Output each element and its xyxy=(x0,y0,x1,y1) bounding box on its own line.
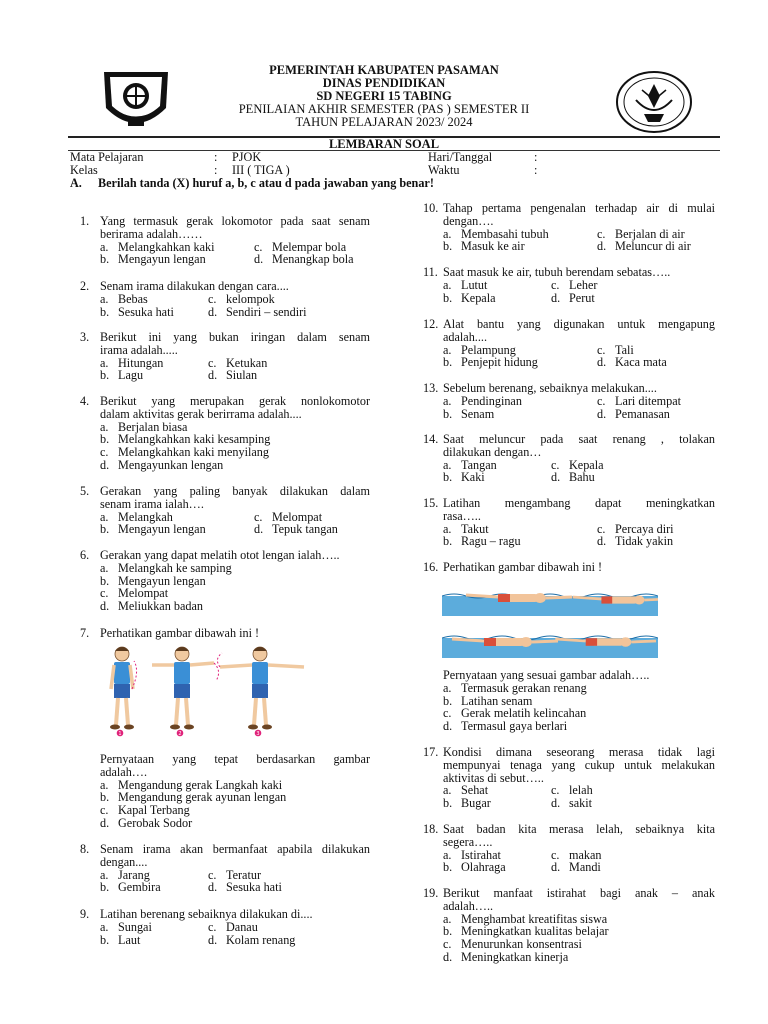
option-letter: c. xyxy=(551,457,560,472)
option-letter: b. xyxy=(443,470,453,485)
option-letter: b. xyxy=(100,368,110,383)
option-letter: b. xyxy=(100,790,110,805)
option-text: Mengandung gerak ayunan lengan xyxy=(118,790,287,805)
subject-label: Mata Pelajaran xyxy=(70,150,144,164)
swimmer-legs xyxy=(452,639,484,641)
option-letter: a. xyxy=(443,457,452,472)
option-text: Gerak melatih kelincahan xyxy=(461,706,587,721)
letterhead-government: PEMERINTAH KABUPATEN PASAMAN xyxy=(269,63,499,77)
option-text: Gembira xyxy=(118,880,161,895)
child-leg xyxy=(254,698,256,725)
child-shorts xyxy=(114,684,130,698)
option-text: Pelampung xyxy=(461,342,516,357)
option-text: Termasul gaya berlari xyxy=(461,719,568,734)
option-text: Melangkahkan kaki xyxy=(118,239,215,254)
option-letter: c. xyxy=(597,393,606,408)
option-letter: a. xyxy=(100,867,109,882)
option-text: Mengayunkan lengan xyxy=(118,458,224,472)
question-followup-text: adalah…. xyxy=(100,764,148,779)
option-text: Tidak yakin xyxy=(615,534,674,549)
option-letter: d. xyxy=(208,368,218,383)
swimmer-suit xyxy=(601,596,612,603)
exam-meta xyxy=(70,151,720,177)
swimmer-suit xyxy=(586,638,597,646)
option-text: Siulan xyxy=(226,368,258,383)
option-letter: a. xyxy=(443,342,452,357)
option-text: lelah xyxy=(569,783,593,798)
option-text: Laut xyxy=(118,932,141,947)
question-number: 16. xyxy=(423,560,439,574)
option-text: Sendiri – sendiri xyxy=(226,304,307,319)
option-letter: a. xyxy=(443,521,452,536)
option-letter: b. xyxy=(443,355,453,370)
child-hair xyxy=(253,647,267,651)
option-text: sakit xyxy=(569,796,593,811)
question-number: 11. xyxy=(423,265,438,279)
child-shirt xyxy=(174,662,190,684)
option-letter: b. xyxy=(443,924,453,939)
instruction-text: Berilah tanda (X) huruf a, b, c atau d pada jawaban yang benar! xyxy=(98,176,434,190)
option-letter: c. xyxy=(208,919,217,934)
question-number: 8. xyxy=(80,842,90,856)
question-text: Saat masuk ke air, tubuh berendam sebatas….. xyxy=(443,265,671,279)
option-text: Bugar xyxy=(461,796,491,811)
option-text: Termasuk gerakan renang xyxy=(461,680,587,695)
option-letter: d. xyxy=(443,950,453,964)
option-text: Senam xyxy=(461,406,495,421)
step-number: 1 xyxy=(118,731,122,737)
child-arm xyxy=(190,663,214,665)
child-shoe xyxy=(170,725,180,730)
option-letter: b. xyxy=(100,522,110,537)
option-text: Tepuk tangan xyxy=(272,522,338,537)
question-text: dengan…. xyxy=(443,213,494,228)
question-text: senam irama ialah…. xyxy=(100,496,204,511)
option-letter: d. xyxy=(100,458,110,472)
option-text: Danau xyxy=(226,919,258,934)
option-text: Latihan senam xyxy=(461,693,533,708)
swimmer-arms xyxy=(532,641,558,642)
swimmer-arms xyxy=(645,599,658,600)
option-text: Meliukkan badan xyxy=(118,599,203,614)
option-letter: d. xyxy=(100,816,110,830)
option-letter: c. xyxy=(551,783,560,798)
option-text: Menangkap bola xyxy=(272,252,354,267)
option-text: Sehat xyxy=(461,783,489,798)
option-letter: c. xyxy=(551,847,560,862)
child-arm xyxy=(220,665,252,667)
question-text: dilakukan dengan… xyxy=(443,444,542,459)
question-text: Gerakan yang dapat melatih otot lengan ialah….. xyxy=(100,548,340,562)
option-letter: b. xyxy=(100,932,110,947)
child-leg xyxy=(264,698,266,725)
option-text: Mengayun lengan xyxy=(118,522,206,537)
child-arm xyxy=(111,665,114,689)
child-shirt xyxy=(114,662,130,684)
question-text: Perhatikan gambar dibawah ini ! xyxy=(443,560,603,574)
option-text: Lagu xyxy=(118,368,144,383)
question-text: mempunyai tenaga yang cukup untuk melakukan xyxy=(443,757,715,772)
option-text: Ragu – ragu xyxy=(461,534,521,549)
letterhead xyxy=(0,64,768,129)
option-text: kelompok xyxy=(226,291,275,306)
option-letter: c. xyxy=(443,706,452,721)
letterhead-year: TAHUN PELAJARAN 2023/ 2024 xyxy=(295,115,473,129)
question-text: Berikut yang merupakan gerak nonlokomotor xyxy=(100,394,370,408)
option-letter: a. xyxy=(100,239,109,254)
section-label: A. xyxy=(70,176,82,190)
option-letter: a. xyxy=(100,355,109,370)
option-letter: d. xyxy=(254,522,264,537)
question-text: Perhatikan gambar dibawah ini ! xyxy=(100,626,260,640)
subject-value: PJOK xyxy=(232,150,262,164)
question-number: 12. xyxy=(423,317,439,331)
child-leg xyxy=(116,698,118,725)
option-text: Lutut xyxy=(461,277,488,292)
swimmer-arms xyxy=(631,641,656,642)
option-letter: c. xyxy=(597,226,606,241)
option-text: Takut xyxy=(461,521,489,536)
question-text: Latihan berenang sebaiknya dilakukan di.... xyxy=(100,907,313,921)
option-letter: c. xyxy=(551,277,560,292)
option-letter: d. xyxy=(597,534,607,549)
swimmer-suit xyxy=(498,594,510,602)
option-letter: a. xyxy=(100,919,109,934)
option-text: Leher xyxy=(569,277,598,292)
option-text: Bahu xyxy=(569,470,595,485)
option-letter: c. xyxy=(100,803,109,818)
option-letter: a. xyxy=(100,777,109,792)
question-text: Berikut ini yang bukan iringan dalam senam xyxy=(100,330,370,344)
option-letter: b. xyxy=(100,880,110,895)
question-followup-text: Pernyataan yang tepat berdasarkan gambar xyxy=(100,752,370,766)
child-shoe xyxy=(110,725,120,730)
option-text: Olahraga xyxy=(461,860,506,875)
swing-arc xyxy=(214,663,219,681)
option-letter: c. xyxy=(597,342,606,357)
child-arm xyxy=(130,665,133,689)
option-text: Kepala xyxy=(461,290,496,305)
option-text: Tali xyxy=(615,342,634,357)
option-letter: b. xyxy=(100,432,110,447)
option-text: Berjalan di air xyxy=(615,226,685,241)
question-number: 10. xyxy=(423,201,439,215)
question-number: 1. xyxy=(80,214,90,228)
option-text: Hitungan xyxy=(118,355,164,370)
class-value: III ( TIGA ) xyxy=(232,163,290,177)
option-letter: b. xyxy=(100,573,110,588)
child-shorts xyxy=(174,684,190,698)
option-text: Melangkahkan kaki kesamping xyxy=(118,432,271,447)
colon: : xyxy=(214,150,218,164)
question-number: 9. xyxy=(80,907,90,921)
option-text: Istirahat xyxy=(461,847,501,862)
option-text: Jarang xyxy=(118,867,150,882)
question-followup-text: Pernyataan yang sesuai gambar adalah….. xyxy=(443,668,650,682)
option-letter: d. xyxy=(254,252,264,267)
option-text: Pemanasan xyxy=(615,406,670,421)
option-letter: d. xyxy=(551,796,561,811)
option-text: Melompat xyxy=(272,509,323,524)
section-instruction xyxy=(70,177,434,190)
option-text: Sesuka hati xyxy=(226,880,282,895)
option-text: Ketukan xyxy=(226,355,268,370)
option-text: Gerobak Sodor xyxy=(118,816,193,830)
option-letter: d. xyxy=(551,470,561,485)
question-number: 5. xyxy=(80,484,90,498)
step-number: 2 xyxy=(178,731,182,737)
swimmer-legs xyxy=(555,639,585,641)
letterhead-school: SD NEGERI 15 TABING xyxy=(316,89,452,103)
option-text: Kapal Terbang xyxy=(118,803,190,818)
question-text: Tahap pertama pengenalan terhadap air di mulai xyxy=(443,201,715,215)
question-text: Senam irama dilakukan dengan cara.... xyxy=(100,279,289,293)
child-leg xyxy=(126,698,128,725)
question-text: irama adalah..... xyxy=(100,342,178,357)
option-text: Kaki xyxy=(461,470,485,485)
question-number: 17. xyxy=(423,745,439,759)
option-letter: b. xyxy=(443,239,453,254)
option-text: Kaca mata xyxy=(615,355,667,370)
option-letter: b. xyxy=(443,534,453,549)
option-letter: d. xyxy=(208,932,218,947)
option-letter: c. xyxy=(100,586,109,601)
option-text: makan xyxy=(569,847,602,862)
option-text: Melompat xyxy=(118,586,169,601)
option-letter: b. xyxy=(443,860,453,875)
question-text: Sebelum berenang, sebaiknya melakukan.... xyxy=(443,381,657,395)
option-text: Mandi xyxy=(569,860,601,875)
question-text: dengan.... xyxy=(100,854,148,869)
time-label: Waktu xyxy=(428,163,460,177)
option-text: Bebas xyxy=(118,291,148,306)
option-text: Kepala xyxy=(569,457,604,472)
question-text: berirama adalah…… xyxy=(100,226,203,241)
option-text: Pendinginan xyxy=(461,393,522,408)
option-text: Tangan xyxy=(461,457,497,472)
option-letter: d. xyxy=(597,239,607,254)
option-text: Membasahi tubuh xyxy=(461,226,549,241)
option-letter: d. xyxy=(597,355,607,370)
class-label: Kelas xyxy=(70,163,98,177)
option-letter: d. xyxy=(597,406,607,421)
option-letter: a. xyxy=(443,847,452,862)
swimmer-legs xyxy=(466,595,498,597)
question-text: Gerakan yang paling banyak dilakukan dalam xyxy=(100,484,370,498)
swimming-glide-figure xyxy=(442,578,658,668)
question-number: 15. xyxy=(423,496,439,510)
question-text: dalam aktivitas gerak berirrama adalah.... xyxy=(100,406,302,421)
option-text: Meluncur di air xyxy=(615,239,691,254)
option-letter: b. xyxy=(443,693,453,708)
option-letter: b. xyxy=(443,406,453,421)
option-text: Melangkah ke samping xyxy=(118,560,232,575)
step-number: 3 xyxy=(256,731,260,737)
option-text: Sesuka hati xyxy=(118,304,174,319)
question-number: 4. xyxy=(80,394,90,408)
question-number: 6. xyxy=(80,548,90,562)
option-letter: d. xyxy=(100,599,110,614)
option-letter: b. xyxy=(100,304,110,319)
question-text: Yang termasuk gerak lokomotor pada saat senam xyxy=(100,214,370,228)
question-text: aktivitas di sebut….. xyxy=(443,770,544,785)
question-number: 14. xyxy=(423,432,439,446)
option-letter: a. xyxy=(100,291,109,306)
child-shoe xyxy=(262,725,272,730)
option-letter: c. xyxy=(100,445,109,460)
colon: : xyxy=(534,163,538,177)
question-text: Kondisi dimana seseorang merasa tidak lagi xyxy=(443,745,715,759)
question-text: Berikut manfaat istirahat bagi anak – anak xyxy=(443,886,715,900)
option-text: Berjalan biasa xyxy=(118,419,188,434)
question-number: 2. xyxy=(80,279,90,293)
option-text: Masuk ke air xyxy=(461,239,525,254)
option-letter: a. xyxy=(443,911,452,926)
child-shirt xyxy=(252,662,268,684)
swimmer-suit xyxy=(484,638,496,646)
option-letter: a. xyxy=(443,277,452,292)
child-shorts xyxy=(252,684,268,698)
question-number: 13. xyxy=(423,381,439,395)
option-letter: d. xyxy=(208,880,218,895)
option-text: Mengandung gerak Langkah kaki xyxy=(118,777,283,792)
option-text: Penjepit hidung xyxy=(461,355,538,370)
option-text: Mengayun lengan xyxy=(118,573,206,588)
option-letter: a. xyxy=(100,560,109,575)
option-letter: b. xyxy=(100,252,110,267)
option-letter: b. xyxy=(443,290,453,305)
option-letter: a. xyxy=(443,226,452,241)
option-letter: a. xyxy=(443,680,452,695)
child-hair xyxy=(115,647,129,651)
date-label: Hari/Tanggal xyxy=(428,150,493,164)
swimmer-arms xyxy=(546,597,572,598)
question-text: rasa….. xyxy=(443,508,481,523)
question-text: adalah….. xyxy=(443,898,494,913)
option-text: Menghambat kreatifitas siswa xyxy=(461,911,608,926)
question-number: 3. xyxy=(80,330,90,344)
swing-arc xyxy=(217,653,222,667)
option-text: Sungai xyxy=(118,919,152,934)
option-letter: b. xyxy=(443,796,453,811)
letterhead-department: DINAS PENDIDIKAN xyxy=(322,76,446,90)
option-text: Mengayun lengan xyxy=(118,252,206,267)
option-text: Melangkahkan kaki menyilang xyxy=(118,445,269,460)
option-letter: c. xyxy=(254,239,263,254)
question-number: 19. xyxy=(423,886,439,900)
option-letter: a. xyxy=(100,509,109,524)
question-text: Senam irama akan bermanfaat apabila dilakukan xyxy=(100,842,370,856)
option-text: Perut xyxy=(569,290,595,305)
option-text: Melempar bola xyxy=(272,239,347,254)
arm-swing-figure xyxy=(100,641,310,739)
question-text: Saat meluncur pada saat renang , tolakan xyxy=(443,432,715,446)
option-text: Meningkatkan kualitas belajar xyxy=(461,924,609,939)
option-text: Melangkah xyxy=(118,509,173,524)
option-letter: c. xyxy=(443,937,452,952)
question-text: Alat bantu yang digunakan untuk mengapung xyxy=(443,317,715,331)
option-text: Teratur xyxy=(226,867,262,882)
question-text: segera….. xyxy=(443,834,493,849)
option-text: Percaya diri xyxy=(615,521,674,536)
option-letter: c. xyxy=(208,867,217,882)
option-text: Lari ditempat xyxy=(615,393,681,408)
child-leg xyxy=(176,698,178,725)
option-letter: a. xyxy=(100,419,109,434)
option-letter: c. xyxy=(208,355,217,370)
option-text: Kolam renang xyxy=(226,932,296,947)
child-shoe xyxy=(184,725,194,730)
question-text: adalah.... xyxy=(443,329,487,344)
child-shoe xyxy=(248,725,258,730)
option-letter: c. xyxy=(254,509,263,524)
colon: : xyxy=(534,150,538,164)
option-text: Meningkatkan kinerja xyxy=(461,950,569,964)
option-letter: a. xyxy=(443,393,452,408)
colon: : xyxy=(214,163,218,177)
child-leg xyxy=(186,698,188,725)
option-letter: c. xyxy=(208,291,217,306)
letterhead-exam: PENILAIAN AKHIR SEMESTER (PAS ) SEMESTER II xyxy=(238,102,530,116)
question-text: Saat badan kita merasa lelah, sebaiknya kita xyxy=(443,822,715,836)
option-text: Menurunkan konsentrasi xyxy=(461,937,582,952)
page-title: LEMBARAN SOAL xyxy=(328,137,440,151)
option-letter: d. xyxy=(443,719,453,734)
question-number: 18. xyxy=(423,822,439,836)
question-text: Latihan mengambang dapat meningkatkan xyxy=(443,496,715,510)
option-letter: c. xyxy=(597,521,606,536)
option-letter: a. xyxy=(443,783,452,798)
option-letter: d. xyxy=(551,290,561,305)
child-arm xyxy=(268,665,304,667)
option-letter: d. xyxy=(551,860,561,875)
question-number: 7. xyxy=(80,626,90,640)
child-shoe xyxy=(124,725,134,730)
child-hair xyxy=(175,647,189,651)
option-letter: d. xyxy=(208,304,218,319)
